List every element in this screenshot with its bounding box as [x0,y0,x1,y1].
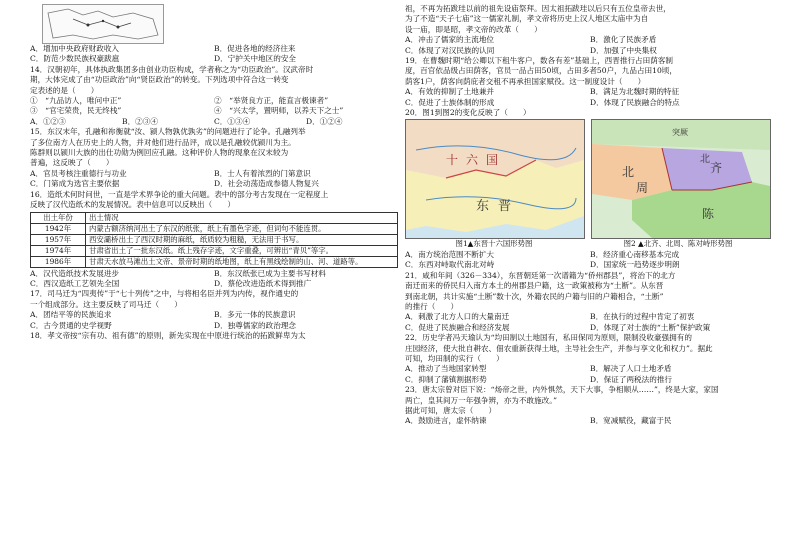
table-header-year: 出土年份 [31,212,86,223]
q19-option-b[interactable]: B．满足为北魏时期的特征 [590,87,680,97]
table-row [31,245,398,256]
q15-stem-line: 普遍，这反映了（ ） [30,158,114,168]
q20-map-captions [405,239,775,249]
q21-option-d[interactable]: D．体现了对士族的“土断”保护政策 [590,322,711,332]
q20-option-c[interactable]: C．东西对峙取代南北对峙 [405,260,495,270]
q17-option-b[interactable]: B．多元一体的民族意识 [214,310,296,320]
map2-label: 齐 [710,161,723,176]
q21-option-a[interactable]: A．刺激了北方人口的大量南迁 [405,312,510,322]
q16-option-c[interactable]: C．西汉造纸工艺领先全国 [30,278,120,288]
q17-options-row1 [30,310,398,320]
q19-option-a[interactable]: A．有效的抑制了土地兼并 [405,87,495,97]
q23-option-b[interactable]: B．宽减赋役，藏富于民 [590,416,672,426]
q13-options-row1 [30,44,398,54]
q16-options-row2 [30,279,398,289]
q20-option-b[interactable]: B．经济重心南移基本完成 [590,249,680,259]
q18-stem-line: 为了不造“天子七庙”这一儒家礼制，孝文帝将历史上汉人地区太庙中为自 [405,14,649,24]
q18-stem-line: 祖，不再为拓跋珪以前的祖先设庙祭拜。因太祖拓跋珪以后只有五位皇帝去世， [405,4,671,13]
q16-stem-line: 16．造纸术何时问世，一直是学术界争论的重大问题。表中的部分考古发现在一定程度上 [30,189,329,199]
q16-table [30,212,398,268]
left-column [30,4,398,341]
q13-map-thumbnail [42,4,164,44]
q19-stem-line: 19．在曹魏时期“给公卿以下租牛客户，数各有差”基础上，西晋推行占田荫客制 [405,56,674,66]
q13-option-b[interactable]: B．促进各地的经济往来 [214,44,296,53]
q15-options-row2 [30,179,398,189]
map2-label: 突厥 [672,128,688,138]
q13-option-d[interactable]: D．宁护关中地区的安全 [214,54,297,64]
q16-options-row1 [30,269,398,279]
q18-option-c[interactable]: C．体现了对汉民族的认同 [405,45,495,55]
q13-option-a[interactable]: A．增加中央政府财政收入 [30,44,120,53]
q21-option-b[interactable]: B．在执行的过程中肯定了初衷 [590,312,695,322]
q18-option-a[interactable]: A．冲击了儒家的主流地位 [405,35,495,45]
q20-option-d[interactable]: D．国家统一趋势逐步明朗 [590,260,680,270]
q18-options-row1 [405,35,775,45]
q15-option-a[interactable]: A．官员考核注重德行与功业 [30,168,127,178]
map-icon [43,5,163,43]
q14-items-row1 [30,96,398,106]
q21-stem-line: 南迁而来的侨民归入南方本土的州郡县户籍，这一政策被称为“土断”。从东晋 [405,281,664,291]
q14-item-1: ① “九品访人，唯问中正” [30,96,122,106]
q20-options-row2 [405,260,775,270]
q14-items-row2 [30,106,398,116]
q20-option-a[interactable]: A．南方统治范围不断扩大 [405,249,495,259]
table-cell-text: 甘肃天水放马滩出土文帝、景帝时期的纸地图，纸上有黑线绘制的山、河、道路等。 [86,256,398,267]
q19-stem-line: 度，百官依品级占田荫客，官员一品占田50顷，占田多者50户，九品占田10顷， [405,66,677,76]
q15-stem-line: 了多位南方人在历史上的人物，并对他们进行品评，成以是孔融较优颍川为主。 [30,137,296,147]
map2-label: 陈 [702,207,715,222]
q17-options-row2 [30,321,398,331]
table-header-row [31,212,398,223]
q21-stem-line: 的推行（ ） [405,301,459,311]
right-column [405,4,775,427]
q15-option-d[interactable]: D．社会动荡造成参德人物复兴 [214,179,319,189]
map-northern-dynasties [591,119,771,239]
q16-option-a[interactable]: A．汉代造纸技术发展进步 [30,268,120,278]
q18-option-b[interactable]: B．激化了民族矛盾 [590,35,657,45]
table-cell-year: 1957年 [31,234,86,245]
q17-stem-line: 一个组成部分。这主要反映了司马迁（ ） [30,299,182,309]
map1-label: 国 [486,153,499,168]
table-cell-year: 1986年 [31,256,86,267]
q14-stem-line: 14．汉朝初年，具体执政集团多由创业功臣构成，学者称之为“功臣政治”。汉武帝时 [30,64,314,74]
q22-option-b[interactable]: B．解决了人口土地矛盾 [590,364,672,374]
q22-option-a[interactable]: A．推动了当地国家转型 [405,364,487,374]
q13-options-row2 [30,54,398,64]
q17-stem-line: 17．司马迁为“四夷传”于“七十列传”之中，与将相名臣并列为内传，视作通史的 [30,289,299,299]
map-northern-dynasties-graphic [592,120,770,238]
map1-caption: 图1▲东晋十六国形势图 [455,239,533,249]
q15-stem-line: 陈群则以颍川大族的出仕功勋为例回应孔融。这种评价人物的现象在汉末较为 [30,148,289,158]
q18-options-row2 [405,46,775,56]
q22-option-d[interactable]: D．保证了两税法的推行 [590,374,673,384]
q21-options-row2 [405,323,775,333]
q19-option-c[interactable]: C．促进了士族体制的形成 [405,97,495,107]
q23-options-row1 [405,416,775,426]
table-cell-text: 西安灞桥出土了西汉时期的麻纸，纸质较为粗糙，无法用于书写。 [86,234,398,245]
q14-item-2: ② “举贤良方正，能直言极谏者” [214,96,329,106]
q22-stem-line: 庄园经济，使大批自耕农、佃农重新获得土地，主导社会生产，并参与享文化和权力”。据此 [405,343,713,353]
q18-option-d[interactable]: D．加强了中央集权 [590,45,657,55]
q18-stem-line: 18．孝文帝按“宗有功、祖有德”的原则，新先实现在中原进行统治的拓跋鲜卑为太 [30,330,306,340]
table-row [31,223,398,234]
q14-option-d[interactable]: D．①②④ [306,116,343,126]
map2-label: 北 [700,154,710,166]
q14-item-3: ③ “官宅荣贵，民无终栈” [30,106,122,116]
map1-label: 六 [466,153,479,168]
map1-label: 晋 [498,199,512,215]
q23-stem-line: 23．唐太宗曾对臣下说：“炀帝之世，内外惧然，天下大事，争相顺从……”，终是大家，家国 [405,385,719,395]
q20-options-row1 [405,250,775,260]
map1-label: 十 [446,153,459,168]
q20-maps [405,119,775,239]
table-cell-year: 1942年 [31,223,86,234]
q17-option-d[interactable]: D．独尊儒家的政治理念 [214,320,297,330]
q18-stem-line: 设一庙，即是昭，孝文帝的改革（ ） [405,24,542,34]
q19-option-d[interactable]: D．体现了民族融合的特点 [590,97,680,107]
table-cell-text: 内蒙古额济纳河出土了东汉的纸张，纸上有墨色字迹，但词句不能连贯。 [86,223,398,234]
map-eastern-jin [405,119,585,239]
q14-option-b[interactable]: B．②③④ [122,116,158,126]
q22-stem-line: 22．历史学者冯天瑜认为“均田制以土地国有，私田保同为原则，限制没收豪强拥有的 [405,333,692,343]
table-row [31,234,398,245]
map2-caption: 图2 ▲北齐、北周、陈对峙形势图 [623,239,733,249]
q14-stem-line: 定表述的是（ ） [30,85,99,95]
q14-item-4: ④ “兴太学，置明师，以养天下之士” [214,106,344,116]
q13-option-c[interactable]: C．防范少数民族权豪跋扈 [30,54,120,64]
q17-option-c[interactable]: C．古今贯通的史学视野 [30,320,112,330]
q15-options-row1 [30,169,398,179]
q22-option-c[interactable]: C．抑制了藩镇割据形势 [405,374,487,384]
map2-label: 周 [636,181,649,196]
q15-option-c[interactable]: C．门第成为选官主要依据 [30,179,120,189]
table-row [31,256,398,267]
q21-stem-line: 21．咸和年间（326－334），东晋朝廷第一次谱籍为“侨州郡县”，将治下的北方 [405,270,676,280]
q23-stem-line: 两亡，皇其间万一年强争辨，亦为不敢施改。” [405,395,557,405]
q19-options-row2 [405,98,775,108]
q23-stem-line: 据此可知，唐太宗（ ） [405,405,497,415]
table-cell-year: 1974年 [31,245,86,256]
map2-label: 北 [622,165,635,180]
q22-options-row1 [405,364,775,374]
q20-stem-line: 20．图1到图2的变化反映了（ ） [405,108,531,118]
q22-stem-line: 可知，均田制的实行（ ） [405,353,504,363]
q14-stem-line: 期，大体完成了由“功臣政治”向“贤臣政治”的转变。下列选项中符合这一转变 [30,75,289,85]
q16-option-b[interactable]: B．东汉纸张已成为主要书写材料 [214,268,326,278]
q19-stem-line: 荫客1户，荫客向荫庇者交租不再承担国家赋役。这一制度设计（ ） [405,76,646,86]
map-eastern-jin-graphic [406,120,584,238]
q14-option-a[interactable]: A．①②③ [30,116,66,126]
q23-option-a[interactable]: A．鼓励进言，虚怀纳谏 [405,416,487,426]
q21-stem-line: 到南北朝，共计实施“土断”数十次，外籍农民的户籍与旧的户籍相合，“土断” [405,291,664,301]
q14-options [30,117,398,127]
q22-options-row2 [405,375,775,385]
q16-option-d[interactable]: D．蔡伦改进造纸术得到推广 [214,278,312,288]
q16-stem-line: 反映了汉代造纸术的发展情况。表中信息可以反映出（ ） [30,200,236,210]
q17-option-a[interactable]: A．团结平等的民族追求 [30,310,112,320]
q19-options-row1 [405,87,775,97]
table-cell-text: 甘肃省出土了一批东汉纸。纸上残存字迹，文字重叠，可辨出“青贝”等字。 [86,245,398,256]
q21-options-row1 [405,312,775,322]
q21-option-c[interactable]: C．促进了民族融合和经济发展 [405,322,510,332]
q14-option-c[interactable]: C．①③④ [214,116,251,126]
map1-label: 东 [476,199,490,215]
q15-option-b[interactable]: B．士人有着浓烈的门第意识 [214,168,311,178]
q15-stem-line: 15．东汉末年，孔融和祢衡就“汝、颍人物孰优孰劣”的问题进行了论争。孔融列举 [30,127,306,137]
table-header-content: 出土情况 [86,212,398,223]
